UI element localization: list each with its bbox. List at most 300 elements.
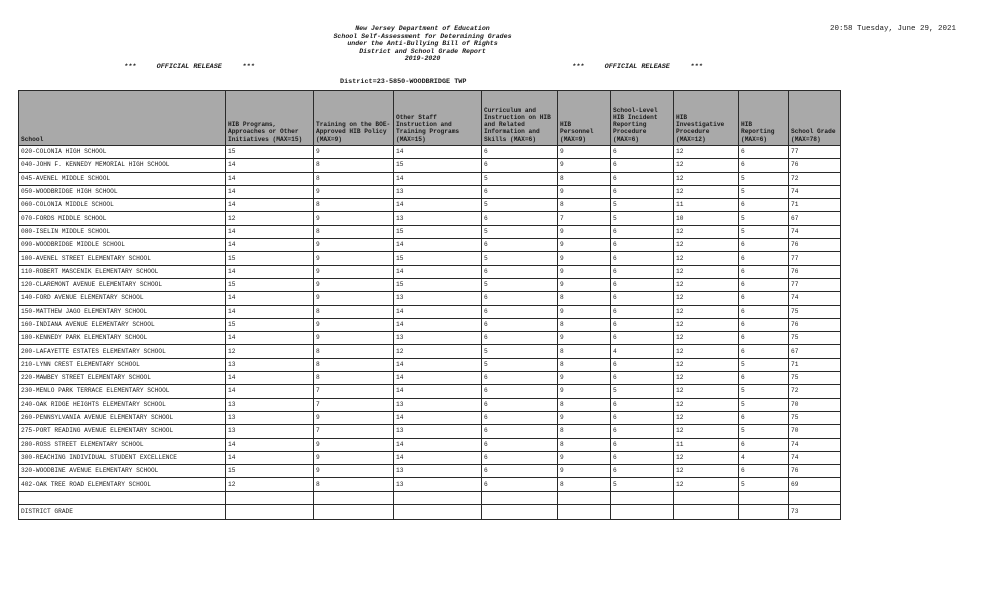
score-cell: 9 [314,239,394,252]
score-cell: 75 [789,372,841,385]
score-cell: 12 [674,398,739,411]
column-header: HIB Investigative Procedure (MAX=12) [674,91,739,146]
score-cell: 5 [739,478,789,491]
score-cell: 8 [314,305,394,318]
school-name-cell: 150-MATTHEW JAGO ELEMENTARY SCHOOL [19,305,226,318]
score-cell: 8 [314,172,394,185]
score-cell: 6 [482,305,558,318]
score-cell: 74 [789,292,841,305]
score-cell: 6 [482,318,558,331]
score-cell: 9 [558,185,611,198]
score-cell: 9 [558,385,611,398]
score-cell: 6 [611,398,674,411]
column-header: HIB Programs, Approaches or Other Initiatives (MAX=15) [226,91,314,146]
official-release-left: *** OFFICIAL RELEASE *** [124,63,255,71]
score-cell: 6 [739,332,789,345]
score-cell: 12 [674,478,739,491]
score-cell: 6 [482,438,558,451]
score-cell: 76 [789,465,841,478]
score-cell: 7 [558,212,611,225]
score-cell: 14 [394,451,482,464]
score-cell: 14 [394,265,482,278]
school-name-cell: 260-PENNSYLVANIA AVENUE ELEMENTARY SCHOOL [19,411,226,424]
table-row [19,358,841,371]
score-cell: 9 [558,225,611,238]
score-cell: 77 [789,278,841,291]
score-cell: 75 [789,305,841,318]
empty-cell [226,504,314,519]
score-cell: 8 [314,478,394,491]
score-cell: 9 [558,411,611,424]
score-cell: 4 [739,451,789,464]
score-cell: 6 [739,265,789,278]
score-cell: 6 [611,411,674,424]
score-cell: 8 [314,199,394,212]
school-name-cell: 140-FORD AVENUE ELEMENTARY SCHOOL [19,292,226,305]
score-cell: 12 [674,385,739,398]
header-line: School Self-Assessment for Determining Grades [333,32,512,40]
district-grade-value: 73 [789,504,841,519]
table-row [19,318,841,331]
table-row [19,146,841,159]
score-cell: 4 [611,345,674,358]
school-name-cell: 050-WOODBRIDGE HIGH SCHOOL [19,185,226,198]
score-cell: 70 [789,425,841,438]
header-line: District and School Grade Report [359,47,486,55]
score-cell: 69 [789,478,841,491]
score-cell: 9 [314,252,394,265]
score-cell: 14 [394,146,482,159]
score-cell: 6 [739,239,789,252]
table-row [19,372,841,385]
score-cell: 12 [674,185,739,198]
table-row [19,438,841,451]
score-cell: 6 [611,318,674,331]
score-cell: 5 [739,358,789,371]
score-cell: 13 [394,292,482,305]
score-cell: 9 [314,185,394,198]
score-cell: 12 [674,159,739,172]
table-row [19,385,841,398]
score-cell: 7 [314,385,394,398]
empty-cell [482,491,558,504]
score-cell: 6 [739,278,789,291]
score-cell: 9 [558,451,611,464]
table-row [19,239,841,252]
school-name-cell: 300-REACHING INDIVIDUAL STUDENT EXCELLENCE [19,451,226,464]
score-cell: 6 [482,185,558,198]
score-cell: 9 [314,411,394,424]
score-cell: 6 [611,425,674,438]
score-cell: 6 [739,465,789,478]
table-header-row [19,91,841,146]
score-cell: 12 [674,465,739,478]
table-row [19,345,841,358]
empty-cell [482,504,558,519]
table-row [19,451,841,464]
table-row [19,305,841,318]
score-cell: 8 [558,425,611,438]
score-cell: 6 [739,292,789,305]
empty-cell [226,491,314,504]
score-cell: 9 [558,465,611,478]
score-cell: 8 [558,438,611,451]
score-cell: 71 [789,358,841,371]
score-cell: 12 [674,358,739,371]
score-cell: 12 [674,411,739,424]
score-cell: 71 [789,199,841,212]
table-row [19,398,841,411]
school-name-cell: 045-AVENEL MIDDLE SCHOOL [19,172,226,185]
score-cell: 9 [558,252,611,265]
school-name-cell: 070-FORDS MIDDLE SCHOOL [19,212,226,225]
school-name-cell: 020-COLONIA HIGH SCHOOL [19,146,226,159]
score-cell: 74 [789,438,841,451]
score-cell: 6 [482,451,558,464]
score-cell: 12 [674,239,739,252]
empty-cell [674,504,739,519]
score-cell: 8 [314,159,394,172]
table-row [19,172,841,185]
score-cell: 12 [674,278,739,291]
score-cell: 14 [226,451,314,464]
school-name-cell: 100-AVENEL STREET ELEMENTARY SCHOOL [19,252,226,265]
empty-cell [611,504,674,519]
score-cell: 14 [394,305,482,318]
score-cell: 8 [558,172,611,185]
empty-cell [394,491,482,504]
empty-cell [789,491,841,504]
score-cell: 70 [789,398,841,411]
score-cell: 12 [226,345,314,358]
score-cell: 6 [611,265,674,278]
column-header: School Grade (MAX=78) [789,91,841,146]
score-cell: 14 [394,239,482,252]
score-cell: 14 [226,225,314,238]
school-name-cell: 080-ISELIN MIDDLE SCHOOL [19,225,226,238]
score-cell: 6 [611,465,674,478]
score-cell: 12 [674,265,739,278]
score-cell: 15 [226,146,314,159]
score-cell: 12 [394,345,482,358]
score-cell: 5 [739,398,789,411]
score-cell: 8 [558,292,611,305]
score-cell: 12 [674,332,739,345]
score-cell: 5 [739,225,789,238]
score-cell: 14 [394,411,482,424]
score-cell: 12 [674,305,739,318]
score-cell: 9 [558,332,611,345]
score-cell: 14 [394,372,482,385]
school-name-cell: 090-WOODBRIDGE MIDDLE SCHOOL [19,239,226,252]
school-name-cell: 210-LYNN CREST ELEMENTARY SCHOOL [19,358,226,371]
score-cell: 9 [558,265,611,278]
score-cell: 15 [226,465,314,478]
score-cell: 9 [314,438,394,451]
score-cell: 6 [611,358,674,371]
score-cell: 9 [558,239,611,252]
score-cell: 77 [789,146,841,159]
table-row [19,411,841,424]
score-cell: 74 [789,185,841,198]
score-cell: 15 [394,278,482,291]
school-name-cell: 275-PORT READING AVENUE ELEMENTARY SCHOOL [19,425,226,438]
school-name-cell: 180-KENNEDY PARK ELEMENTARY SCHOOL [19,332,226,345]
empty-cell [558,491,611,504]
school-name-cell: 040-JOHN F. KENNEDY MEMORIAL HIGH SCHOOL [19,159,226,172]
empty-cell [611,491,674,504]
table-row [19,465,841,478]
header-line: 2019-2020 [404,55,441,63]
score-cell: 13 [394,478,482,491]
score-cell: 13 [226,425,314,438]
score-cell: 6 [739,159,789,172]
empty-cell [19,491,226,504]
score-cell: 8 [558,478,611,491]
score-cell: 5 [611,385,674,398]
empty-cell [739,491,789,504]
score-cell: 6 [482,146,558,159]
column-header: School-Level HIB Incident Reporting Procedure (MAX=6) [611,91,674,146]
score-cell: 5 [739,185,789,198]
score-cell: 14 [226,438,314,451]
score-cell: 6 [611,451,674,464]
school-name-cell: 110-ROBERT MASCENIK ELEMENTARY SCHOOL [19,265,226,278]
score-cell: 12 [674,292,739,305]
score-cell: 8 [558,199,611,212]
table-row [19,199,841,212]
score-cell: 12 [674,318,739,331]
score-cell: 11 [674,199,739,212]
score-cell: 5 [611,199,674,212]
school-name-cell: 160-INDIANA AVENUE ELEMENTARY SCHOOL [19,318,226,331]
score-cell: 12 [674,172,739,185]
school-name-cell: 060-COLONIA MIDDLE SCHOOL [19,199,226,212]
score-cell: 6 [611,239,674,252]
score-cell: 9 [558,146,611,159]
score-cell: 14 [226,292,314,305]
score-cell: 13 [394,465,482,478]
score-cell: 12 [226,478,314,491]
score-cell: 9 [558,372,611,385]
score-cell: 15 [226,278,314,291]
score-cell: 8 [314,372,394,385]
score-cell: 76 [789,318,841,331]
score-cell: 9 [314,292,394,305]
score-cell: 14 [226,185,314,198]
empty-cell [558,504,611,519]
grade-report-table [18,90,841,520]
score-cell: 15 [226,318,314,331]
score-cell: 5 [482,358,558,371]
score-cell: 6 [482,265,558,278]
column-header: HIB Reporting (MAX=6) [739,91,789,146]
score-cell: 7 [314,425,394,438]
school-name-cell: 120-CLAREMONT AVENUE ELEMENTARY SCHOOL [19,278,226,291]
score-cell: 14 [394,199,482,212]
score-cell: 67 [789,212,841,225]
official-release-right: *** OFFICIAL RELEASE *** [572,63,703,71]
report-header [300,25,545,63]
school-name-cell: 402-OAK TREE ROAD ELEMENTARY SCHOOL [19,478,226,491]
table-row [19,252,841,265]
school-name-cell: 230-MENLO PARK TERRACE ELEMENTARY SCHOOL [19,385,226,398]
table-row [19,425,841,438]
score-cell: 5 [482,252,558,265]
score-cell: 67 [789,345,841,358]
score-cell: 12 [674,451,739,464]
table-row [19,185,841,198]
score-cell: 13 [394,425,482,438]
score-cell: 76 [789,265,841,278]
score-cell: 14 [394,438,482,451]
column-header: HIB Personnel (MAX=9) [558,91,611,146]
score-cell: 9 [314,146,394,159]
score-cell: 5 [739,172,789,185]
score-cell: 9 [314,465,394,478]
score-cell: 6 [611,332,674,345]
score-cell: 14 [226,265,314,278]
score-cell: 6 [739,345,789,358]
report-timestamp: 20:58 Tuesday, June 29, 2021 [829,25,956,33]
header-line: under the Anti-Bullying Bill of Rights [347,40,498,48]
score-cell: 8 [558,358,611,371]
score-cell: 6 [739,411,789,424]
score-cell: 6 [611,146,674,159]
blank-row [19,491,841,504]
score-cell: 14 [226,305,314,318]
score-cell: 6 [739,372,789,385]
score-cell: 14 [394,318,482,331]
table-row [19,478,841,491]
score-cell: 72 [789,385,841,398]
school-name-cell: 240-OAK RIDGE HEIGHTS ELEMENTARY SCHOOL [19,398,226,411]
empty-cell [739,504,789,519]
score-cell: 76 [789,239,841,252]
table-row [19,265,841,278]
score-cell: 5 [739,212,789,225]
score-cell: 6 [482,465,558,478]
score-cell: 6 [611,185,674,198]
score-cell: 6 [739,318,789,331]
score-cell: 14 [226,385,314,398]
score-cell: 12 [674,345,739,358]
score-cell: 12 [674,225,739,238]
score-cell: 6 [482,292,558,305]
table-row [19,332,841,345]
score-cell: 6 [739,146,789,159]
score-cell: 72 [789,172,841,185]
score-cell: 14 [226,159,314,172]
score-cell: 12 [674,252,739,265]
score-cell: 9 [314,332,394,345]
score-cell: 6 [482,239,558,252]
score-cell: 5 [739,385,789,398]
score-cell: 12 [674,146,739,159]
school-name-cell: 320-WOODBINE AVENUE ELEMENTARY SCHOOL [19,465,226,478]
empty-cell [394,504,482,519]
empty-cell [674,491,739,504]
score-cell: 74 [789,451,841,464]
score-cell: 6 [611,305,674,318]
column-header: Training on the BOE-Approved HIB Policy (MAX=9) [314,91,394,146]
score-cell: 14 [394,358,482,371]
score-cell: 8 [558,345,611,358]
score-cell: 5 [739,425,789,438]
empty-cell [314,504,394,519]
score-cell: 6 [482,212,558,225]
school-name-cell: 280-ROSS STREET ELEMENTARY SCHOOL [19,438,226,451]
score-cell: 9 [314,451,394,464]
score-cell: 15 [394,252,482,265]
score-cell: 6 [739,305,789,318]
score-cell: 6 [611,159,674,172]
score-cell: 6 [482,411,558,424]
score-cell: 14 [226,172,314,185]
score-cell: 6 [739,438,789,451]
score-cell: 15 [394,159,482,172]
score-cell: 12 [674,425,739,438]
score-cell: 8 [558,318,611,331]
district-grade-row [19,504,841,519]
score-cell: 15 [394,225,482,238]
score-cell: 6 [611,252,674,265]
score-cell: 6 [739,252,789,265]
table-row [19,225,841,238]
score-cell: 13 [226,398,314,411]
score-cell: 13 [394,185,482,198]
score-cell: 7 [314,398,394,411]
table-row [19,212,841,225]
score-cell: 5 [611,478,674,491]
table-row [19,292,841,305]
district-title: District=23-5850-WOODBRIDGE TWP [340,78,467,86]
score-cell: 9 [314,265,394,278]
column-header: Curriculum and Instruction on HIB and Related Information and Skills (MAX=6) [482,91,558,146]
score-cell: 14 [226,239,314,252]
score-cell: 12 [226,212,314,225]
score-cell: 10 [674,212,739,225]
score-cell: 5 [482,278,558,291]
column-header: Other Staff Instruction and Training Programs (MAX=15) [394,91,482,146]
score-cell: 6 [739,199,789,212]
score-cell: 6 [482,425,558,438]
score-cell: 6 [482,372,558,385]
score-cell: 5 [482,199,558,212]
score-cell: 14 [226,332,314,345]
score-cell: 6 [611,438,674,451]
school-name-cell: 220-MAWBEY STREET ELEMENTARY SCHOOL [19,372,226,385]
score-cell: 5 [482,225,558,238]
score-cell: 6 [482,332,558,345]
score-cell: 14 [394,172,482,185]
score-cell: 6 [611,372,674,385]
score-cell: 74 [789,225,841,238]
score-cell: 9 [558,278,611,291]
score-cell: 75 [789,411,841,424]
score-cell: 14 [226,199,314,212]
score-cell: 14 [394,385,482,398]
score-cell: 6 [611,278,674,291]
score-cell: 8 [314,358,394,371]
header-line: New Jersey Department of Education [355,25,490,32]
score-cell: 6 [611,172,674,185]
score-cell: 9 [314,278,394,291]
table-row [19,159,841,172]
score-cell: 13 [394,332,482,345]
score-cell: 9 [558,159,611,172]
score-cell: 13 [394,212,482,225]
